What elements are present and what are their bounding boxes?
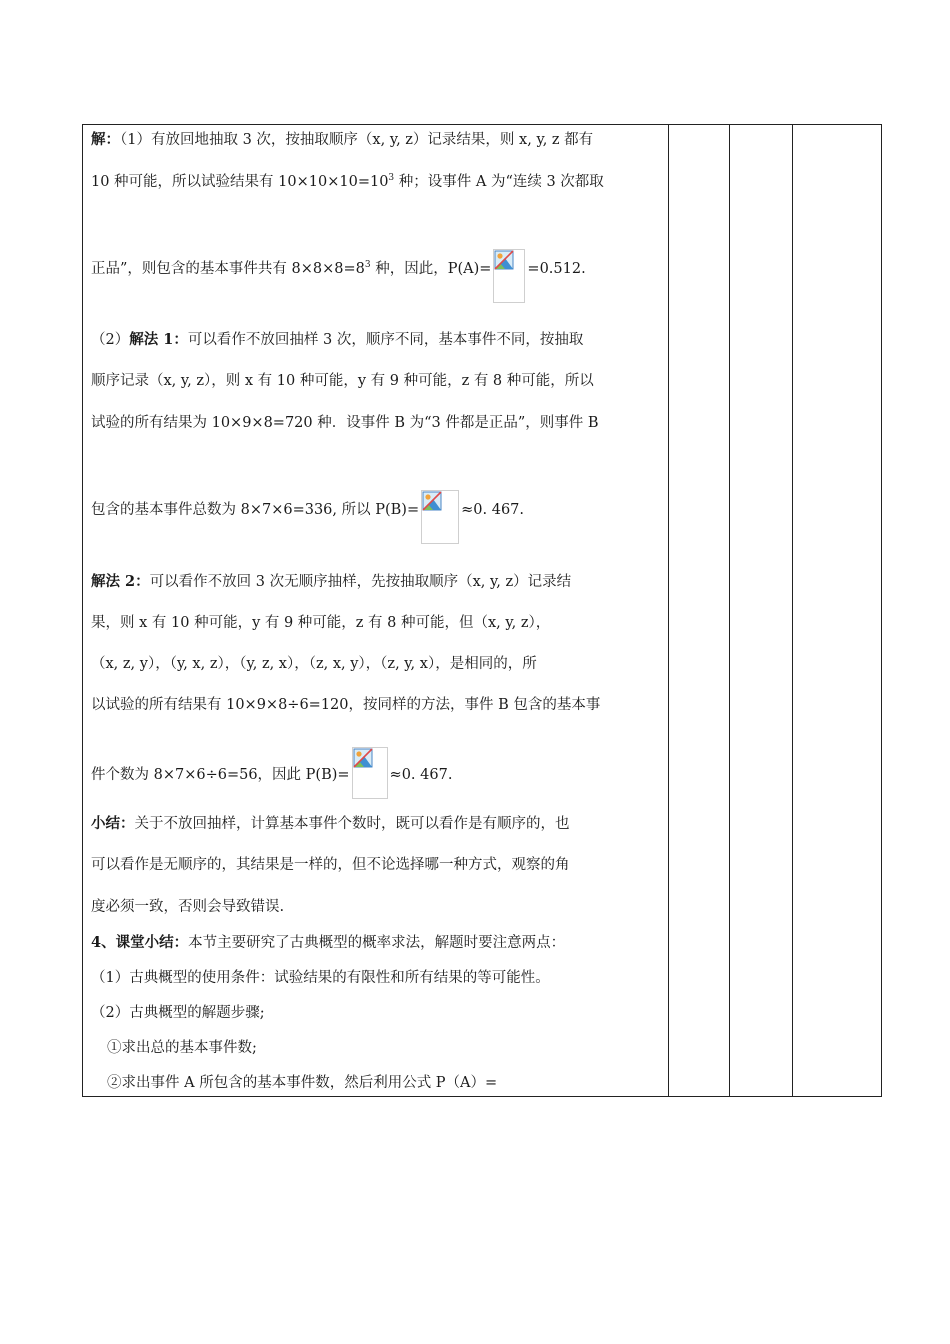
- line-text: 包含的基本事件总数为 8×7×6=336, 所以 P(B)=: [91, 502, 420, 518]
- text-line-11: [91, 695, 600, 715]
- text-line-9: [91, 613, 550, 633]
- text-line-3: [91, 259, 586, 303]
- text-line-8: [91, 572, 571, 592]
- text-line-5: [91, 371, 594, 391]
- text-line-17: [91, 968, 550, 988]
- line-text: 度必须一致，否则会导致错误.: [91, 899, 285, 915]
- text-line-16: [91, 933, 565, 953]
- solution-heading: 解：: [91, 131, 120, 148]
- line-text: 可以看作不放回抽样 3 次，顺序不同，基本事件不同，按抽取: [187, 332, 584, 348]
- formula-image-icon: [352, 747, 388, 799]
- line-text: 可以看作是无顺序的，其结果是一样的，但不论选择哪一种方式，观察的角: [91, 857, 570, 873]
- summary-heading: 小结：: [91, 815, 135, 832]
- line-text: ≈0. 467.: [461, 502, 525, 518]
- line-text: （1）古典概型的使用条件：试验结果的有限性和所有结果的等可能性。: [91, 970, 550, 986]
- line-text: （x, z, y），（y, x, z），（y, z, x），（z, x, y），（z, y, x），是相同的，所: [91, 656, 537, 672]
- line-text: （2）: [91, 332, 130, 348]
- text-line-2: [91, 172, 604, 192]
- text-line-14: [91, 855, 570, 875]
- line-text: 试验的所有结果为 10×9×8=720 种．设事件 B 为“3 件都是正品”，则事件 B: [91, 415, 599, 431]
- column-divider-3: [792, 125, 793, 1096]
- method-heading: 解法 1：: [129, 331, 188, 348]
- text-line-10: [91, 654, 537, 674]
- column-divider-1: [668, 125, 669, 1096]
- line-text: ②求出事件 A 所包含的基本事件数，然后利用公式 P（A）=: [107, 1075, 498, 1091]
- text-line-15: [91, 897, 284, 917]
- lesson-table: [82, 124, 882, 1097]
- line-text: 件个数为 8×7×6÷6=56，因此 P(B)=: [91, 767, 350, 783]
- line-text: （1）有放回地抽取 3 次，按抽取顺序（x, y, z）记录结果，则 x, y, z 都有: [120, 132, 594, 148]
- text-line-7: [91, 500, 524, 544]
- line-text: 10 种可能，所以试验结果有 10×10×10=10: [91, 174, 389, 190]
- column-divider-2: [729, 125, 730, 1096]
- superscript: 3: [364, 260, 371, 271]
- line-text: 果，则 x 有 10 种可能，y 有 9 种可能，z 有 8 种可能，但（x, y, z），: [91, 615, 551, 631]
- line-text: 关于不放回抽样，计算基本事件个数时，既可以看作是有顺序的，也: [134, 816, 570, 832]
- line-text: 本节主要研究了古典概型的概率求法，解题时要注意两点：: [188, 935, 566, 951]
- text-line-6: [91, 413, 599, 433]
- line-text: 可以看作不放回 3 次无顺序抽样，先按抽取顺序（x, y, z）记录结: [149, 574, 572, 590]
- line-text: =0.512.: [527, 261, 586, 277]
- line-text: ≈0. 467.: [389, 767, 453, 783]
- text-line-4: [91, 330, 583, 350]
- formula-image-icon: [493, 249, 525, 303]
- text-line-13: [91, 814, 570, 834]
- text-line-20: [107, 1073, 497, 1093]
- formula-image-icon: [421, 490, 459, 544]
- line-text: 以试验的所有结果有 10×9×8÷6=120，按同样的方法，事件 B 包含的基本事: [91, 697, 601, 713]
- text-line-1: [91, 130, 593, 150]
- line-text: 种；设事件 A 为“连续 3 次都取: [394, 174, 604, 190]
- section-heading: 4、课堂小结：: [91, 934, 189, 951]
- text-line-18: [91, 1003, 265, 1023]
- line-text: 种，因此，P(A)=: [370, 261, 492, 277]
- line-text: ①求出总的基本事件数;: [107, 1040, 257, 1056]
- superscript: 3: [388, 173, 395, 184]
- line-text: 正品”，则包含的基本事件共有 8×8×8=8: [91, 261, 365, 277]
- line-text: （2）古典概型的解题步骤;: [91, 1005, 265, 1021]
- text-line-12: [91, 765, 452, 799]
- method-heading: 解法 2：: [91, 573, 150, 590]
- line-text: 顺序记录（x, y, z），则 x 有 10 种可能，y 有 9 种可能，z 有 8 种可能，所以: [91, 373, 594, 389]
- text-line-19: [107, 1038, 257, 1058]
